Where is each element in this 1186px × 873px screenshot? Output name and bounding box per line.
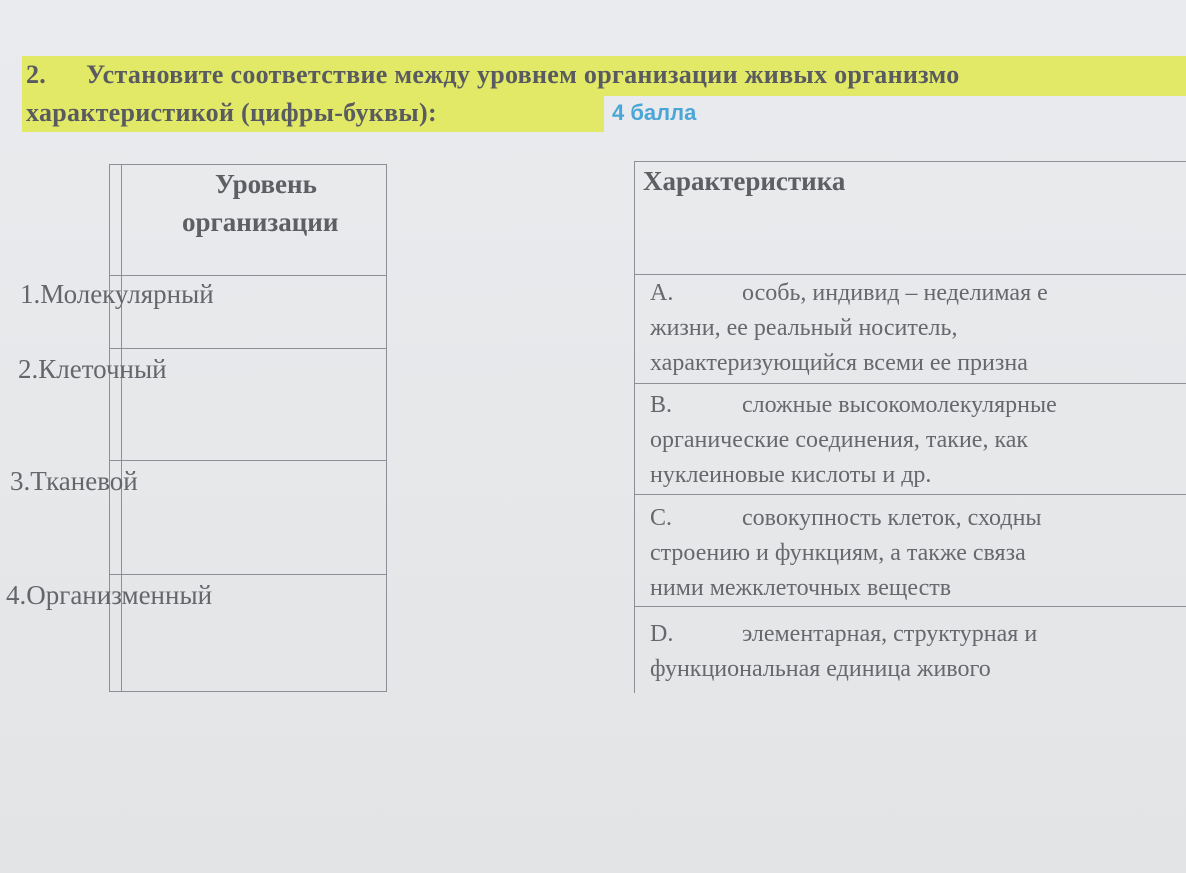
characteristic-letter: A. (650, 280, 674, 306)
characteristic-letter: D. (650, 621, 674, 647)
level-item-molecular: 1.Молекулярный (20, 279, 214, 309)
characteristic-text: нуклеиновые кислоты и др. (650, 462, 932, 488)
question-text-line-2: характеристикой (цифры-буквы): (26, 98, 437, 127)
characteristic-table-divider (634, 274, 1186, 275)
characteristic-text: ними межклеточных веществ (650, 575, 952, 601)
level-table-divider (110, 574, 386, 575)
question-number: 2. (26, 60, 47, 89)
characteristic-row-d (650, 617, 1186, 687)
characteristic-table-top-border (634, 161, 1186, 162)
characteristic-letter: B. (650, 392, 673, 418)
characteristic-text: функциональная единица живого (650, 656, 991, 682)
characteristic-table-left-border (634, 161, 635, 693)
characteristic-text: характеризующийся всеми ее призна (650, 350, 1028, 376)
points-label: 4 балла (612, 100, 697, 125)
characteristic-text: жизни, ее реальный носитель, (650, 315, 958, 341)
question-line-2 (26, 98, 437, 128)
characteristic-row-a (650, 276, 1186, 381)
level-table-header-line-2: организации (182, 207, 339, 237)
characteristic-row-b (650, 388, 1186, 493)
characteristic-letter: C. (650, 505, 673, 531)
level-table-column-divider (121, 165, 122, 692)
level-table-divider (110, 460, 386, 461)
level-item-tissue: 3.Тканевой (10, 466, 138, 496)
characteristic-table-header: Характеристика (643, 166, 846, 196)
question-text-line-1: Установите соответствие между уровнем организации живых организмо (86, 60, 960, 89)
level-item-cellular: 2.Клеточный (18, 354, 167, 384)
level-table (109, 164, 387, 692)
level-table-divider (110, 348, 386, 349)
characteristic-table-divider (634, 494, 1186, 495)
characteristic-text: органические соединения, такие, как (650, 427, 1029, 453)
characteristic-text: элементарная, структурная и (742, 621, 1038, 647)
characteristic-table-divider (634, 606, 1186, 607)
characteristic-table-divider (634, 383, 1186, 384)
level-table-divider (110, 275, 386, 276)
level-table-header-line-1: Уровень (215, 169, 317, 199)
question-line-1 (26, 60, 960, 90)
characteristic-text: совокупность клеток, сходны (742, 505, 1042, 531)
characteristic-text: особь, индивид – неделимая е (742, 280, 1048, 306)
characteristic-text: сложные высокомолекулярные (742, 392, 1057, 418)
characteristic-text: строению и функциям, а также связа (650, 540, 1026, 566)
characteristic-row-c (650, 501, 1186, 606)
level-item-organism: 4.Организменный (6, 580, 213, 610)
